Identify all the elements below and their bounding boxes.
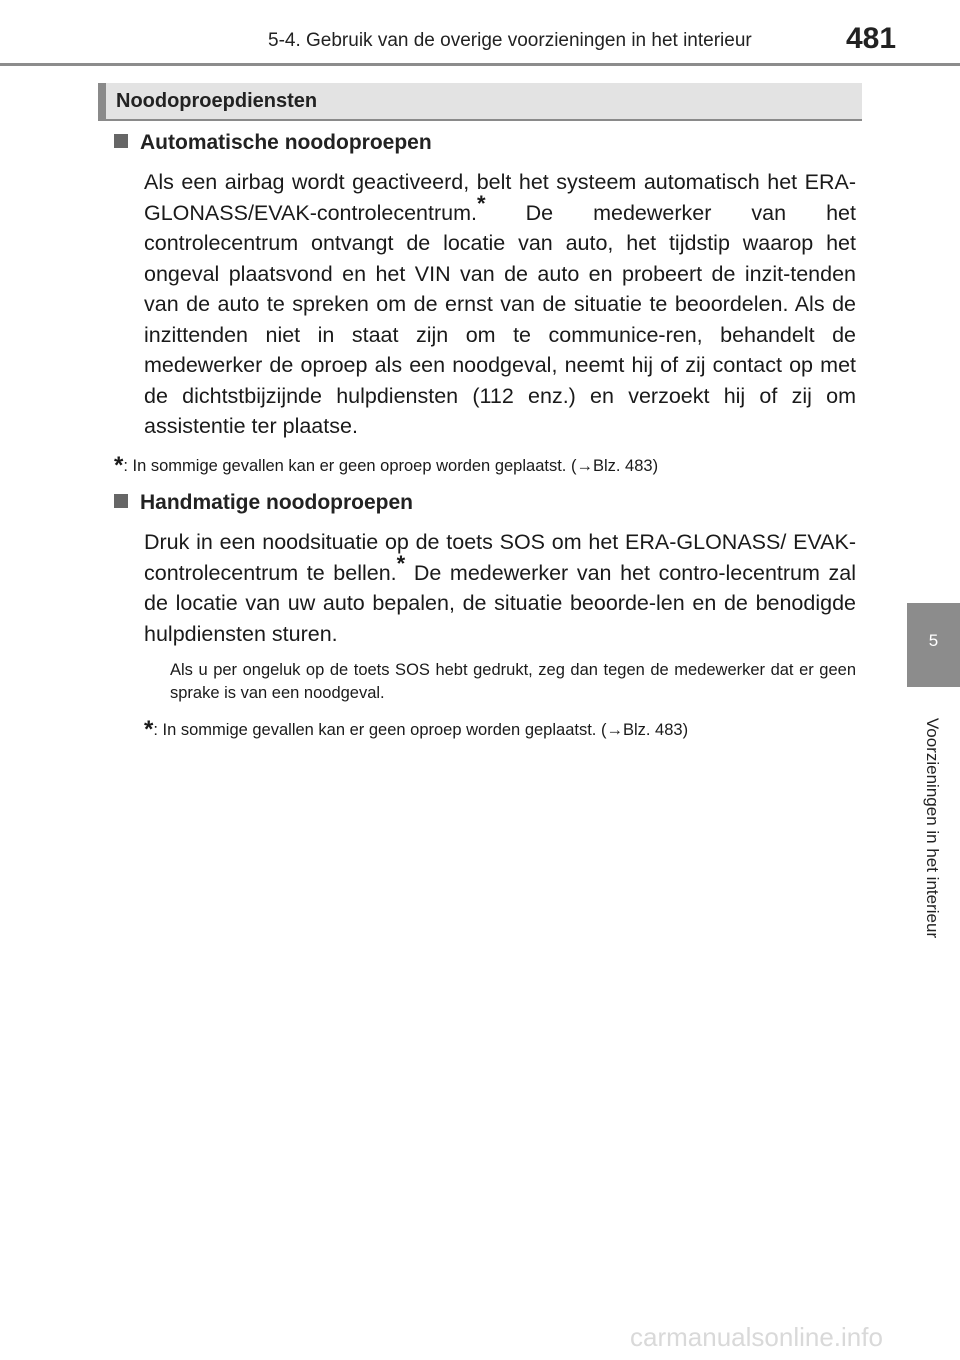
section-accent: [98, 83, 106, 119]
chapter-label: Voorzieningen in het interieur: [923, 717, 942, 939]
chapter-number: 5: [928, 631, 939, 650]
running-header-title: 5-4. Gebruik van de overige voorzieningen in het interieur: [268, 30, 752, 51]
header-divider: [0, 63, 960, 66]
manual-paragraph-part2: De medewerker van het contro-lecentrum zal de locatie van uw auto bepalen, de situatie beoorde-len en de benodigde hulpdiensten sturen.: [144, 560, 856, 646]
automatic-footnote: [114, 452, 658, 480]
automatic-paragraph-part1: Als een airbag wordt geactiveerd, belt het systeem automatisch het ERA-GLONASS/EVAK-controlecentrum.: [144, 170, 856, 225]
manual-paragraph-part1: Druk in een noodsituatie op de toets SOS om het ERA-GLONASS/ EVAK-controlecentrum te bellen.: [144, 530, 856, 585]
automatic-paragraph-part2: De medewerker van het controlecentrum ontvangt de locatie van auto, het tijdstip waarop het ongeval plaatsvond en het VIN van de auto en probeert de inzit-tenden van de auto te spreken om de ernst van de situatie te beoordelen. Als de inzittenden niet in staat zijn om te communice-ren, behandelt de medewerker de oproep als een noodgeval, neemt hij of zij contact op met de dichtstbijzijnde hulpdiensten (112 enz.) en verzoekt hij of zij om assistentie ter plaatse.: [144, 200, 856, 438]
subheading-automatic: [114, 131, 432, 155]
manual-footnote-text: : In sommige gevallen kan er geen oproep worden geplaatst. (→Blz. 483): [153, 721, 689, 739]
manual-paragraph: [144, 527, 856, 649]
footnote-star: *: [114, 452, 124, 479]
watermark: carmanualsonline.info: [630, 1322, 883, 1352]
section-heading-bar: [98, 83, 862, 121]
automatic-footnote-text: : In sommige gevallen kan er geen oproep worden geplaatst. (→Blz. 483): [123, 457, 659, 475]
footnote-marker: *: [396, 550, 406, 576]
section-title: Noodoproepdiensten: [116, 90, 318, 112]
footnote-marker: *: [476, 190, 486, 216]
automatic-paragraph: [144, 167, 856, 442]
subheading-manual-label: Handmatige noodoproepen: [140, 491, 413, 514]
manual-footnote: [144, 716, 688, 744]
footnote-star: *: [144, 716, 154, 743]
square-bullet-icon: [114, 494, 128, 508]
square-bullet-icon: [114, 134, 128, 148]
subheading-manual: [114, 491, 413, 515]
subheading-automatic-label: Automatische noodoproepen: [140, 131, 432, 154]
page-number: 481: [846, 22, 897, 55]
manual-note: Als u per ongeluk op de toets SOS hebt gedrukt, zeg dan tegen de medewerker dat er geen sprake is van een noodgeval.: [170, 661, 856, 702]
chapter-tab: [907, 603, 960, 687]
